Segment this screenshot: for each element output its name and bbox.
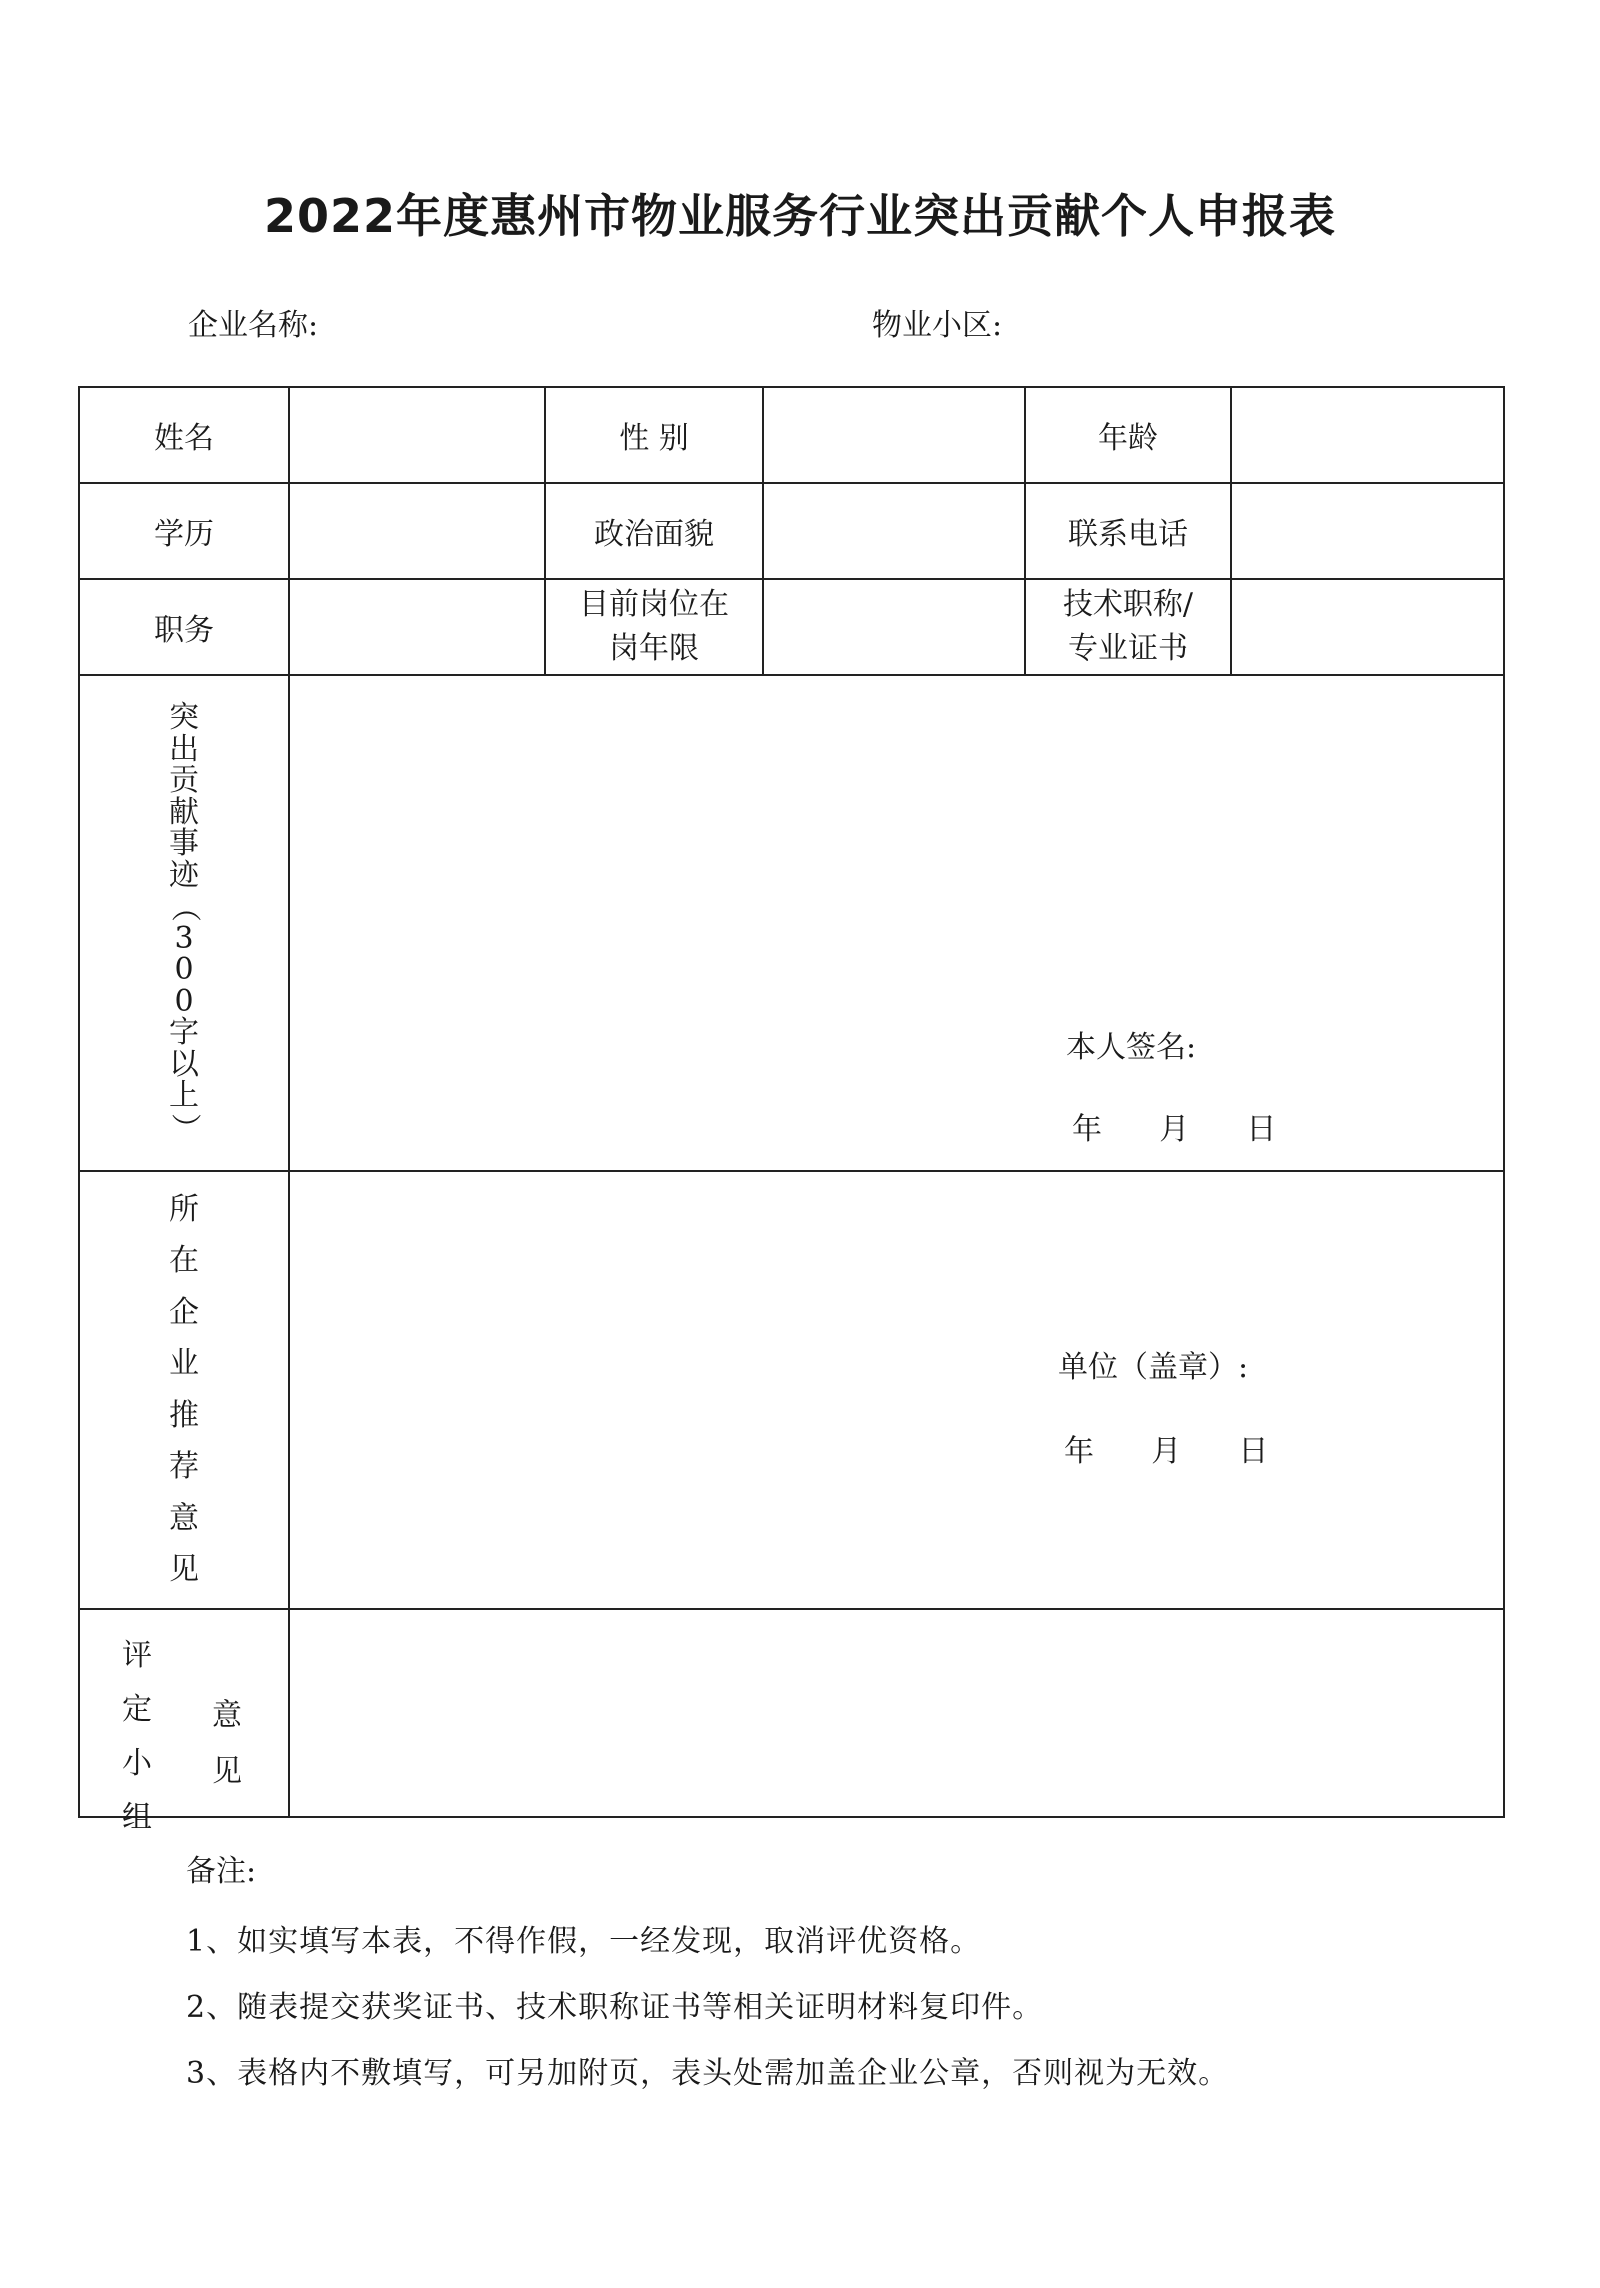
- professional-title-field[interactable]: [1231, 579, 1504, 675]
- vertical-label-char: 评: [122, 1638, 152, 1673]
- notes-title: 备注:: [186, 1854, 257, 1889]
- vertical-label-char: 以: [169, 1046, 199, 1082]
- signature-label: 本人签名:: [1066, 1030, 1197, 1065]
- vertical-label-char: ）: [167, 1112, 202, 1143]
- note-item: 1、如实填写本表，不得作假，一经发现，取消评优资格。: [186, 1924, 982, 1959]
- name-label: 姓名: [79, 387, 289, 483]
- vertical-label-char: 组: [122, 1800, 152, 1835]
- company-name-label: 企业名称:: [188, 308, 319, 343]
- unit-seal-label: 单位（盖章）:: [1058, 1350, 1249, 1385]
- position-label: 职务: [79, 579, 289, 675]
- form-row-basic-1: [79, 387, 1504, 483]
- vertical-label-char: 3: [174, 920, 194, 956]
- vertical-label-char: 贡: [169, 763, 199, 799]
- recommendation-field[interactable]: [289, 1171, 1504, 1609]
- deeds-vertical-label: [80, 700, 288, 1143]
- review-vertical-label: [80, 1618, 288, 1835]
- notes-section: [186, 1846, 1229, 2114]
- education-field[interactable]: [289, 483, 545, 579]
- tenure-field[interactable]: [763, 579, 1025, 675]
- vertical-label-char: 荐: [169, 1449, 199, 1485]
- application-form-table: [78, 386, 1505, 1835]
- political-status-label: 政治面貌: [545, 483, 763, 579]
- tenure-label-line1: 目前岗位在: [579, 587, 729, 622]
- note-item: 2、随表提交获奖证书、技术职称证书等相关证明材料复印件。: [186, 1990, 1044, 2025]
- vertical-label-char: 见: [169, 1551, 199, 1587]
- professional-title-line2: 专业证书: [1068, 631, 1188, 666]
- vertical-label-char: 迹: [169, 857, 199, 893]
- vertical-label-char: 0: [174, 952, 194, 988]
- vertical-label-char: 突: [169, 700, 199, 735]
- review-label-col2: [212, 1690, 242, 1790]
- deeds-label-cell: [79, 675, 289, 1171]
- vertical-label-char: 0: [174, 983, 194, 1019]
- vertical-label-char: 上: [169, 1078, 199, 1114]
- age-label: 年龄: [1025, 387, 1231, 483]
- vertical-label-char: 业: [169, 1346, 199, 1382]
- form-row-recommendation: [79, 1171, 1504, 1609]
- vertical-label-char: 字: [169, 1015, 199, 1051]
- vertical-label-char: 出: [169, 731, 199, 767]
- property-community-label: 物业小区:: [872, 308, 1003, 343]
- review-label-cell: [79, 1609, 289, 1835]
- tenure-label: [545, 579, 763, 675]
- deeds-date-label: 年 月 日: [1072, 1112, 1277, 1147]
- name-field[interactable]: [289, 387, 545, 483]
- political-status-field[interactable]: [763, 483, 1025, 579]
- recommendation-vertical-label: [80, 1192, 288, 1587]
- vertical-label-char: 意: [169, 1500, 199, 1536]
- age-field[interactable]: [1231, 387, 1504, 483]
- recommendation-label-cell: [79, 1171, 289, 1609]
- phone-label: 联系电话: [1025, 483, 1231, 579]
- position-field[interactable]: [289, 579, 545, 675]
- gender-label: 性 别: [545, 387, 763, 483]
- vertical-label-char: 定: [122, 1692, 152, 1727]
- professional-title-label: [1025, 579, 1231, 675]
- education-label: 学历: [79, 483, 289, 579]
- page-title: 2022年度惠州市物业服务行业突出贡献个人申报表: [263, 189, 1337, 243]
- review-field[interactable]: [289, 1609, 1504, 1817]
- deeds-field[interactable]: [289, 675, 1504, 1171]
- review-label-col1: [122, 1630, 152, 1836]
- recommendation-date-label: 年 月 日: [1064, 1434, 1269, 1469]
- vertical-label-char: 小: [122, 1746, 152, 1781]
- vertical-label-char: 企: [169, 1294, 199, 1330]
- tenure-label-line2: 岗年限: [609, 631, 699, 666]
- form-row-review: [79, 1609, 1504, 1817]
- vertical-label-char: （: [167, 892, 202, 923]
- professional-title-line1: 技术职称/: [1062, 587, 1194, 622]
- gender-field[interactable]: [763, 387, 1025, 483]
- vertical-label-char: 献: [169, 794, 199, 830]
- vertical-label-char: 见: [212, 1754, 242, 1789]
- form-row-basic-2: [79, 483, 1504, 579]
- vertical-label-char: 所: [169, 1192, 199, 1227]
- vertical-label-char: 推: [169, 1397, 199, 1433]
- form-row-basic-3: [79, 579, 1504, 675]
- form-row-deeds: [79, 675, 1504, 1171]
- vertical-label-char: 事: [169, 826, 199, 862]
- phone-field[interactable]: [1231, 483, 1504, 579]
- vertical-label-char: 在: [169, 1243, 199, 1279]
- vertical-label-char: 意: [212, 1698, 242, 1733]
- note-item: 3、表格内不敷填写，可另加附页，表头处需加盖企业公章，否则视为无效。: [186, 2056, 1230, 2091]
